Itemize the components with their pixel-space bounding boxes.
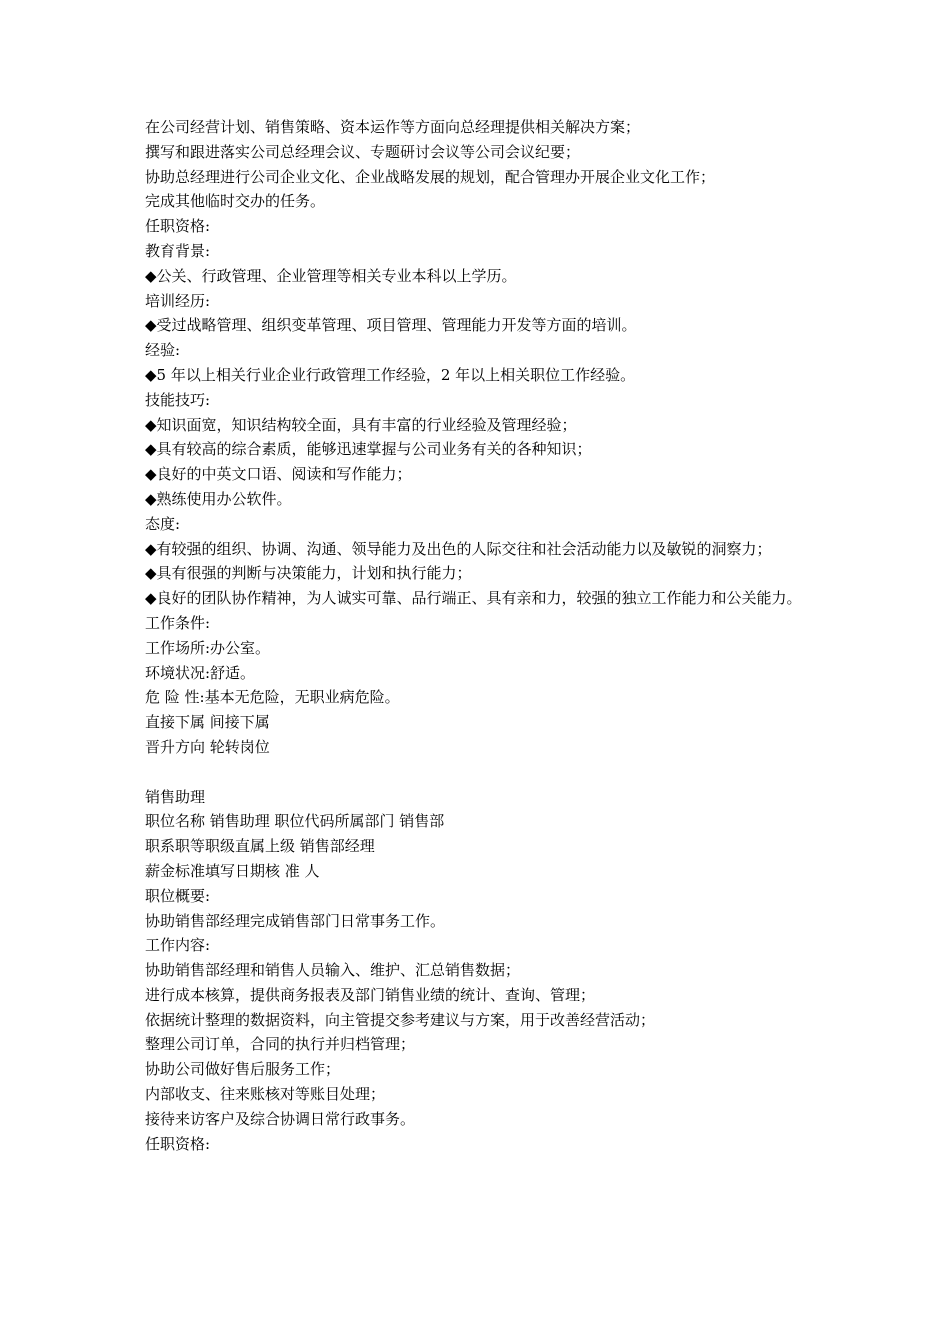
- text-line: 晋升方向 轮转岗位: [145, 737, 270, 756]
- bullet-item: ◆具有很强的判断与决策能力，计划和执行能力；: [145, 564, 472, 583]
- text-line: 工作场所:办公室。: [145, 638, 271, 657]
- section-heading: 任职资格:: [145, 217, 211, 236]
- text-line: 职系职等职级直属上级 销售部经理: [145, 837, 375, 856]
- text-line: 整理公司订单，合同的执行并归档管理；: [145, 1035, 416, 1054]
- text-line: 在公司经营计划、销售策略、资本运作等方面向总经理提供相关解决方案；: [145, 118, 641, 136]
- text-line: 协助销售部经理和销售人员输入、维护、汇总销售数据；: [145, 961, 521, 980]
- section-heading: 任职资格:: [145, 1134, 211, 1153]
- section-sales-assistant: [145, 785, 815, 1157]
- text-line: 协助公司做好售后服务工作；: [145, 1060, 341, 1079]
- subsection-heading: 技能技巧:: [145, 390, 211, 409]
- text-line: 依据统计整理的数据资料，向主管提交参考建议与方案，用于改善经营活动；: [145, 1010, 656, 1029]
- text-line: 撰写和跟进落实公司总经理会议、专题研讨会议等公司会议纪要；: [145, 142, 581, 161]
- subsection-heading: 教育背景:: [145, 241, 211, 260]
- text-line: 协助销售部经理完成销售部门日常事务工作。: [145, 911, 446, 930]
- text-line: 危 险 性:基本无危险，无职业病危险。: [145, 688, 400, 707]
- text-line: 内部收支、往来账核对等账目处理；: [145, 1085, 386, 1104]
- subsection-heading: 培训经历:: [145, 291, 211, 310]
- section-heading: 工作内容:: [145, 936, 211, 955]
- bullet-item: ◆公关、行政管理、企业管理等相关专业本科以上学历。: [145, 266, 517, 285]
- bullet-item: ◆5 年以上相关行业企业行政管理工作经验，2 年以上相关职位工作经验。: [145, 365, 636, 384]
- text-line: 薪金标准填写日期核 准 人: [145, 861, 320, 880]
- section-administrative-assistant-continued: [145, 115, 815, 760]
- text-line: 职位名称 销售助理 职位代码所属部门 销售部: [145, 812, 445, 831]
- subsection-heading: 态度:: [145, 514, 181, 533]
- bullet-item: ◆知识面宽，知识结构较全面，具有丰富的行业经验及管理经验；: [145, 415, 577, 434]
- text-line: 环境状况:舒适。: [145, 663, 256, 682]
- blank-line: [145, 760, 815, 785]
- section-heading: 工作条件:: [145, 613, 211, 632]
- text-line: 接待来访客户及综合协调日常行政事务。: [145, 1109, 416, 1128]
- bullet-item: ◆有较强的组织、协调、沟通、领导能力及出色的人际交往和社会活动能力以及敏锐的洞察力；: [145, 539, 772, 558]
- text-line: 直接下属 间接下属: [145, 713, 270, 732]
- bullet-item: ◆良好的中英文口语、阅读和写作能力；: [145, 465, 412, 484]
- bullet-item: ◆熟练使用办公软件。: [145, 489, 292, 508]
- bullet-item: ◆具有较高的综合素质，能够迅速掌握与公司业务有关的各种知识；: [145, 440, 592, 459]
- subsection-heading: 经验:: [145, 341, 181, 360]
- document-body: [145, 115, 815, 1156]
- bullet-item: ◆良好的团队协作精神，为人诚实可靠、品行端正、具有亲和力，较强的独立工作能力和公关能力。: [145, 589, 802, 608]
- text-line: 进行成本核算，提供商务报表及部门销售业绩的统计、查询、管理；: [145, 985, 596, 1004]
- text-line: 完成其他临时交办的任务。: [145, 192, 326, 211]
- bullet-item: ◆受过战略管理、组织变革管理、项目管理、管理能力开发等方面的培训。: [145, 316, 637, 335]
- job-title: 销售助理: [145, 787, 206, 806]
- section-heading: 职位概要:: [145, 886, 211, 905]
- text-line: 协助总经理进行公司企业文化、企业战略发展的规划，配合管理办开展企业文化工作；: [145, 167, 716, 186]
